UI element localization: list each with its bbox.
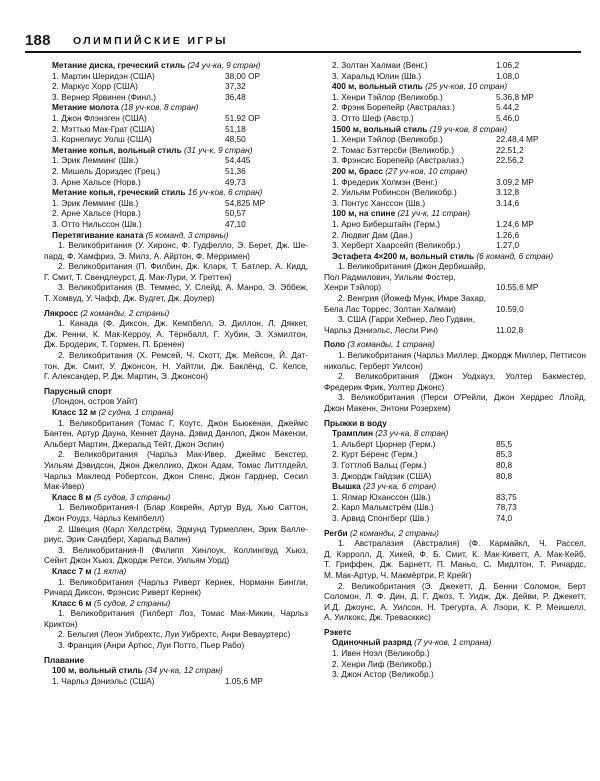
line-text: Сейнт Джон Хьюз, Джордж Ретси, Уильям Уорд) — [44, 555, 230, 566]
text-line — [44, 187, 308, 198]
result-value: 10.55,6 МР — [496, 282, 539, 293]
entry-count: (1 яхта) — [93, 565, 127, 576]
text-line — [324, 612, 586, 623]
text-line — [44, 676, 308, 687]
text-line — [324, 538, 586, 549]
result-value: 1.06,2 — [496, 60, 520, 70]
text-line — [44, 608, 308, 619]
result-value: 51,36 — [225, 165, 246, 176]
text-line — [324, 113, 586, 124]
text-line — [44, 629, 308, 640]
line-text: 3. Великобритания (В. Теммес, У. Слейд, А. Манро, Э. Эббеж, — [58, 282, 308, 293]
text-line — [44, 282, 308, 293]
line-text: 3. Корнелиус Уолш (США) — [52, 134, 152, 145]
line-text: Д. Кэрролл, Д. Хикей, Ф. Б. Смит, К. Мак-Киветт, А. Мак-Кейб, — [324, 548, 586, 559]
line-text: 1. Великобритания-I (Блар Кокрейн, Артур Вуд, Хью Саттон, — [58, 502, 308, 513]
text-line — [324, 371, 586, 382]
text-line — [324, 669, 586, 680]
text-line — [44, 261, 308, 272]
line-text: Уильям Дэвидсон, Джон Джеллико, Джон Адам, Томас Литтлдейл, — [44, 459, 308, 470]
entry-count: (7 уч-ков, 1 страна) — [414, 637, 492, 648]
result-value: 51,18 — [225, 123, 246, 134]
line-text: И.Д. Джоунс, А. Уилсон, Н. Трегурта, А. Лэори, К. Р. Меишелл, — [324, 601, 586, 612]
text-line — [324, 134, 586, 145]
entry-count: (2 судна, 1 страна) — [98, 407, 174, 417]
text-line — [44, 339, 308, 350]
result-value: 50,57 — [225, 208, 246, 219]
line-text: 1. Джон Флэнэген (США) — [52, 112, 147, 123]
text-line — [44, 145, 308, 156]
line-text: Бела Лас Торрес, Золтан Халмаи) — [324, 303, 456, 314]
text-line — [44, 655, 308, 666]
text-line — [324, 102, 586, 113]
line-text: 2. Швеция (Карл Хелдстрём, Эдмунд Турмеллен, Эрик Валле- — [58, 523, 308, 534]
result-value: 54,445 — [225, 155, 251, 166]
result-value: 74,0 — [496, 512, 513, 523]
entry-count: (23 уч-ка, 8 стран) — [375, 428, 449, 439]
text-line — [44, 272, 308, 283]
text-line — [324, 549, 586, 560]
section-heading: Вышка — [332, 481, 364, 492]
text-line — [44, 308, 308, 319]
text-line — [44, 428, 308, 439]
line-text: 2. Великобритания (Х. Ремсей, Ч. Скотт, Дж. Мейсон, Й. Дат- — [58, 350, 308, 361]
text-line — [324, 92, 586, 103]
result-value: 11.02,8 — [496, 324, 524, 335]
line-text: Г. Смит, Т. Свендлеурст, Д. Мак-Лури, У. Греттен) — [44, 271, 232, 282]
text-line — [44, 177, 308, 188]
text-line — [324, 637, 586, 648]
line-text: Г. Александер, Р. Дж. Мартин, Э. Джонсон) — [44, 371, 209, 382]
line-text: 3. Фрэнсис Борепейр (Австралаз.) — [332, 155, 465, 166]
text-line — [44, 329, 308, 340]
section-heading: 400 м, вольный стиль — [332, 81, 426, 92]
text-line — [44, 577, 308, 588]
line-text: 3. Великобритания-II (Филипп Хинлоук, Коллингвуд Хьюз, — [58, 544, 308, 555]
text-line — [44, 124, 308, 135]
line-text: 2. Томас Бэттерсби (Великобр.) — [332, 144, 454, 155]
text-line — [44, 155, 308, 166]
result-value: 78,73 — [496, 502, 517, 513]
text-line — [44, 534, 308, 545]
result-value: 3.12,8 — [496, 187, 520, 198]
text-line — [44, 113, 308, 124]
text-line — [44, 208, 308, 219]
line-text: 3. Херберт Хаарсейп (Великобр.) — [332, 240, 461, 251]
text-line — [324, 492, 586, 503]
line-text: 2. Курт Беренс (Герм.) — [332, 449, 418, 460]
text-line — [44, 545, 308, 556]
line-text: Т. Хомвуд, У. Чафф, Дж. Вудгет, Дж. Доулер) — [44, 293, 215, 304]
section-heading: Парусный спорт — [44, 385, 112, 396]
section-heading: Одиночный разряд — [332, 637, 415, 648]
result-value: 1.05,6 МР — [225, 675, 263, 686]
section-heading: Класс 6 м — [52, 597, 94, 608]
line-text: 1. Великобритания (Чарльз Миллер, Джордж Миллер, Петтисон — [338, 350, 586, 361]
result-value: 5.36,8 МР — [496, 91, 534, 102]
line-text: тон, Дж. Смит, У. Джонсон, Н. Уайтли, Дж. Баклёнд, С. Келсе, — [44, 360, 308, 371]
text-line — [44, 134, 308, 145]
text-line — [324, 559, 586, 570]
line-text: 1. Фредерик Холмэн (Венг.) — [332, 176, 438, 187]
line-text: 2. Фрэнк Борепейр (Австралаз.) — [332, 102, 455, 113]
line-text: Хенри Тэйлор) — [324, 282, 382, 293]
text-line — [44, 449, 308, 460]
text-line — [44, 566, 308, 577]
line-text: 2. Венгрия (Йожеф Мунк, Имре Захар, — [338, 293, 486, 304]
entry-count: (5 команд, 3 страны) — [145, 229, 229, 240]
line-text: 1. Альберт Цюрнер (Герм.) — [332, 438, 436, 449]
text-line — [44, 71, 308, 82]
result-value: 85,3 — [496, 449, 513, 460]
section-heading: Лякросс — [44, 307, 81, 318]
text-line — [44, 502, 308, 513]
text-line — [324, 177, 586, 188]
text-line — [44, 198, 308, 209]
line-text: 3. Отто Шеф (Австр.) — [332, 112, 414, 123]
line-text: 2. Людвиг Дам (Дан.) — [332, 229, 413, 240]
result-value: 51,92 ОР — [225, 112, 261, 123]
text-line — [44, 418, 308, 429]
line-text: 3. Великобритания (Перси О'Рейли, Джон Хердрес Ллойд, — [338, 392, 586, 403]
text-line — [44, 471, 308, 482]
text-line — [324, 403, 586, 414]
text-line — [324, 155, 586, 166]
line-text: 3. Отто Нильссон (Шв.) — [52, 218, 142, 229]
text-line — [44, 102, 308, 113]
section-heading: Перетягивание каната — [52, 229, 146, 240]
text-line — [324, 198, 586, 209]
text-line — [324, 581, 586, 592]
entry-count: (2 команды, 2 страны) — [349, 527, 439, 538]
left-column — [44, 60, 308, 686]
text-line — [44, 251, 308, 262]
section-heading: 1500 м, вольный стиль — [332, 123, 430, 134]
line-text: 2. Мэттью Мак-Грат (США) — [52, 123, 155, 134]
entry-count: (18 уч-ков, 8 стран) — [121, 102, 199, 113]
entry-count: (34 уч-ка, 12 стран) — [145, 665, 223, 676]
line-text: 2. Великобритания (П. Филбин, Дж. Кларк, Т. Батлер, А. Кидд, — [58, 261, 308, 272]
page-number: 188 — [25, 32, 51, 49]
text-line — [44, 665, 308, 676]
line-text: 3. Готтлоб Вальц (Герм.) — [332, 459, 427, 470]
text-line — [324, 219, 586, 230]
line-text: 2. Карл Мальмстрём (Шв.) — [332, 502, 434, 513]
entry-count: (27 уч-ков, 10 стран) — [385, 165, 468, 176]
text-line — [324, 361, 586, 372]
line-text: 3. Арне Хальсе (Норв.) — [52, 176, 141, 187]
line-text: 2. Маркус Хорр (США) — [52, 81, 138, 92]
text-line — [44, 81, 308, 92]
text-line — [324, 449, 586, 460]
line-text: 3. Франция (Анри Артюс, Луи Потто, Пьер Рабо) — [58, 640, 245, 651]
text-line — [324, 392, 586, 403]
section-heading: 200 м, брасс — [332, 165, 386, 176]
line-text: 2. Арне Хальсе (Норв.) — [52, 208, 141, 219]
text-line — [44, 396, 308, 407]
page-header — [25, 32, 581, 52]
line-text: 2. Золтан Халмаи (Венг.) — [332, 60, 428, 70]
running-title: ОЛИМПИЙСКИЕ ИГРЫ — [73, 35, 228, 47]
line-text: Альберт Мартин, Джеральд Тейт, Джон Эспин) — [44, 438, 225, 449]
result-value: 1.27,0 — [496, 240, 520, 251]
text-line — [324, 481, 586, 492]
text-line — [44, 92, 308, 103]
line-text: 3. Вернер Ярвинен (Финл.) — [52, 91, 157, 102]
line-text: 2. Уильям Робинсон (Великобр.) — [332, 187, 457, 198]
line-text: 2. Великобритания (Чарльз Мак-Ивер, Джеймс Бекстер, — [58, 449, 308, 460]
section-heading: Класс 12 м — [52, 407, 99, 417]
section-heading: 100 м, на спине — [332, 208, 398, 219]
line-text: Криктон) — [44, 618, 78, 629]
text-line — [324, 339, 586, 350]
section-heading: Метание копья, греческий стиль — [52, 187, 188, 198]
text-line — [324, 659, 586, 670]
text-line — [324, 513, 586, 524]
line-text: Джон Роудз, Чарльз Кемпбелл) — [44, 512, 165, 523]
text-line — [44, 407, 308, 418]
result-value: 22.48,4 МР — [496, 134, 539, 145]
text-line — [324, 471, 586, 482]
line-text: пард, Ф. Хамфриз, Э. Милз, А. Айртон, Ф. Мерримен) — [44, 250, 250, 261]
line-text: 1. Эрик Лемминг (Шв.) — [52, 155, 139, 166]
line-text: Т. Гриффен, Дж. Барнетт, П. Маньо, С. Мидлтон, Т. Ричардс, — [324, 559, 586, 570]
text-line — [324, 382, 586, 393]
text-line — [324, 124, 586, 135]
text-line — [44, 386, 308, 397]
text-line — [324, 325, 586, 336]
section-heading: Регби — [324, 527, 350, 538]
line-text: 1. Эрик Лемминг (Шв.) — [52, 197, 139, 208]
text-line — [44, 293, 308, 304]
line-text: Джон Макенн, Энтони Розерхем) — [324, 403, 451, 413]
text-line — [44, 513, 308, 524]
text-line — [44, 555, 308, 566]
line-text: 1. Ялмар Юхансcон (Шв.) — [332, 491, 431, 502]
text-line — [44, 371, 308, 382]
text-line — [324, 570, 586, 581]
entry-count: (24 уч-ка, 9 стран) — [187, 60, 261, 70]
entry-count: (19 уч-ков, 8 стран) — [429, 123, 508, 134]
line-text: 1. Ивен Ноэл (Великобр.) — [332, 648, 430, 659]
section-heading: Плавание — [44, 654, 85, 665]
result-value: 83,75 — [496, 491, 517, 502]
line-text: Дж. Бродерик, Т. Гормен, П. Бренен) — [44, 339, 185, 350]
line-text: 2. Мишель Дориздес (Грец.) — [52, 165, 161, 176]
text-line — [324, 251, 586, 262]
section-heading: Класс 7 м — [52, 565, 94, 576]
text-line — [44, 619, 308, 630]
text-line — [44, 166, 308, 177]
line-text: А. Уилкокс, Дж. Тревасккис) — [324, 612, 431, 623]
right-column — [324, 60, 586, 680]
text-line — [44, 598, 308, 609]
line-text: 1. Чарльз Дэниэльс (США) — [52, 675, 155, 686]
entry-count: (23 уч-ка, 6 стран) — [363, 481, 437, 492]
line-text: Чарльз Дэниэльс, Лесли Рич) — [324, 324, 439, 335]
text-line — [324, 350, 586, 361]
line-text: Чарльз Маклеод Робертсон, Джон Спенс, Джон Гарднер, Сесил — [44, 470, 308, 481]
section-heading: Трамплин — [332, 428, 376, 439]
text-line — [324, 602, 586, 613]
result-value: 22.51,2 — [496, 144, 524, 155]
line-text: 1. Великобритания (Гилберт Лоз, Томас Мак-Микин, Чарльз — [58, 608, 308, 619]
result-value: 80,8 — [496, 459, 513, 470]
text-line — [324, 145, 586, 156]
entry-count: 16 уч-ков, 6 стран) — [187, 187, 263, 198]
line-text: 3. Харальд Юлин (Шв.) — [332, 70, 422, 81]
text-line — [44, 460, 308, 471]
entry-count: (5 судов, 2 страны) — [93, 597, 171, 608]
text-line — [324, 314, 586, 325]
text-line — [44, 492, 308, 503]
result-value: 5.44,2 — [496, 102, 520, 113]
text-line — [324, 418, 586, 429]
line-text: 1. Великобритания (У. Хиронс, Ф. Гудфелло, Э. Берет, Дж. Ше- — [58, 240, 308, 251]
result-value: 1.26,6 — [496, 229, 520, 240]
entry-count: (5 судов, 3 страны) — [93, 491, 171, 502]
line-text: Бантен, Артур Дауна, Кеннет Дауна, Дэвид Данлоп, Джон Макензи, — [44, 428, 308, 439]
text-line — [324, 240, 586, 251]
result-value: 37,32 — [225, 81, 246, 92]
section-heading: Метание молота — [52, 102, 122, 113]
line-text: 1. Канада (Ф. Диксон, Дж. Кемпбелл, Э. Диллон, Л. Дяккет, — [58, 318, 308, 329]
line-text: (Лондон, остров Уайт) — [52, 396, 138, 407]
line-text: М. Мак-Артур, Ч. Макмёртри, Р. Крейг) — [324, 569, 472, 580]
text-line — [324, 261, 586, 272]
line-text: 3. Арвид Спонгберг (Шв.) — [332, 512, 430, 523]
result-value: 1.24,6 МР — [496, 218, 534, 229]
text-line — [44, 318, 308, 329]
text-line — [44, 350, 308, 361]
section-heading: 100 м, вольный стиль — [52, 665, 146, 676]
section-heading: Метание копья, вольный стиль — [52, 144, 184, 155]
line-text: Соломон, Л. Ф. Дин, Д. Г. Джоз, Т. Уидж, Дж. Дейви, Р. Джекетт, — [324, 591, 586, 602]
section-heading: Эстафета 4×200 м, вольный стиль — [332, 250, 477, 261]
result-value: 38,00 ОР — [225, 70, 261, 81]
text-line — [324, 460, 586, 471]
result-value: 5.46,0 — [496, 112, 520, 123]
line-text: 1. Хенри Тэйлор (Великобр.) — [332, 91, 443, 102]
text-line — [324, 428, 586, 439]
text-line — [44, 60, 308, 71]
line-text: 1. Арно Биберштайн (Герм.) — [332, 218, 441, 229]
result-value: 22.56,2 — [496, 155, 524, 166]
text-line — [44, 439, 308, 450]
text-line — [324, 528, 586, 539]
line-text: 2. Великобритания (Э. Джекетт, Д. Бенни Соломон, Берт — [338, 580, 586, 591]
result-value: 1.08,0 — [496, 70, 520, 81]
line-text: 1. Мартин Шеридэн (США) — [52, 70, 155, 81]
line-text: Пол Радмилович, Уильям Фостер, — [324, 271, 456, 282]
text-line — [44, 240, 308, 251]
text-line — [324, 502, 586, 513]
result-value: 3.09,2 МР — [496, 176, 534, 187]
text-line — [324, 272, 586, 283]
text-line — [324, 293, 586, 304]
line-text: Дж. Ренни, К. Мак-Керроу, А. Тёрнбалл, Г. Хубин, Э. Хэмилтон, — [44, 328, 308, 339]
text-line — [324, 60, 586, 71]
line-text: никольс, Герберт Уилсон) — [324, 360, 423, 371]
result-value: 3.14,6 — [496, 197, 520, 208]
line-text: 1. Великобритания (Джон Дербишайр, — [338, 261, 486, 272]
line-text: 1. Австралазия (Австралия) (Ф. Кармайкл, Ч. Рассел, — [338, 538, 586, 549]
text-line — [44, 587, 308, 598]
entry-count: (2 команды, 2 страны) — [80, 307, 170, 318]
line-text: Мак-Ивер) — [44, 481, 85, 492]
text-line — [324, 81, 586, 92]
result-value: 85,5 — [496, 438, 513, 449]
text-line — [324, 282, 586, 293]
text-line — [324, 71, 586, 82]
text-line — [324, 187, 586, 198]
text-line — [324, 166, 586, 177]
result-value: 48,50 — [225, 134, 246, 145]
text-line — [324, 627, 586, 638]
text-line — [324, 208, 586, 219]
text-line — [44, 481, 308, 492]
result-value: 80,8 — [496, 470, 513, 481]
text-line — [324, 439, 586, 450]
text-line — [324, 304, 586, 315]
result-value: 54,825 МР — [225, 197, 266, 208]
section-heading: Прыжки в воду — [324, 417, 387, 428]
result-value: 49,73 — [225, 176, 246, 187]
section-heading: Метание диска, греческий стиль — [52, 60, 188, 70]
line-text: 1. Великобритания (Чарльз Риверт Кернек, Норманн Бингли, — [58, 576, 308, 587]
entry-count: (6 команд, 6 стран) — [476, 250, 554, 261]
line-text: Ричард Диксон, Фрэнсис Риверт Кернек) — [44, 587, 201, 598]
line-text: риус, Эрик Сандберг, Харальд Валин) — [44, 534, 191, 545]
section-heading: Поло — [324, 339, 348, 350]
entry-count: (3 команды, 1 страна) — [347, 339, 435, 350]
line-text: 2. Великобритания (Джон Уодхауз, Уолтер Бакместер, — [338, 371, 586, 382]
line-text: 1. Великобритания (Томас Г. Коутс, Джон Бьюкенан, Джеймс — [58, 417, 308, 428]
entry-count: (25 уч-ков, 10 стран) — [425, 81, 508, 92]
line-text: 2. Хенри Лиф (Великобр.) — [332, 658, 432, 669]
line-text: Фредерик Фрик, Уолтер Джонс) — [324, 381, 445, 392]
line-text: 1. Хенри Тэйлор (Великобр.) — [332, 134, 443, 145]
line-text: 3. Джордж Гайдзик (США) — [332, 470, 432, 481]
line-text: 3. Понтус Хансcон (Шв.) — [332, 197, 426, 208]
section-heading: Класс 8 м — [52, 491, 94, 502]
text-line — [44, 640, 308, 651]
line-text: 3. Джон Астор (Великобр.) — [332, 669, 434, 680]
text-line — [44, 219, 308, 230]
line-text: 3. США (Гарри Хебнер, Лео Гудвин, — [338, 314, 476, 325]
text-line — [44, 524, 308, 535]
entry-count: (21 уч-к, 11 стран) — [397, 208, 470, 219]
text-line — [44, 361, 308, 372]
section-heading: Рэкетс — [324, 626, 352, 637]
header-rule — [25, 51, 581, 53]
result-value: 36,48 — [225, 91, 246, 102]
entry-count: (31 уч-к, 9 стран) — [183, 144, 253, 155]
line-text: 2. Бельгия (Леон Уибрехтс, Луи Уибрехтс, Анри Вевауртерс) — [58, 629, 291, 640]
text-line — [324, 648, 586, 659]
result-value: 10.59,0 — [496, 303, 524, 314]
text-line — [44, 230, 308, 241]
result-value: 47,10 — [225, 218, 246, 229]
text-line — [324, 591, 586, 602]
text-line — [324, 230, 586, 241]
